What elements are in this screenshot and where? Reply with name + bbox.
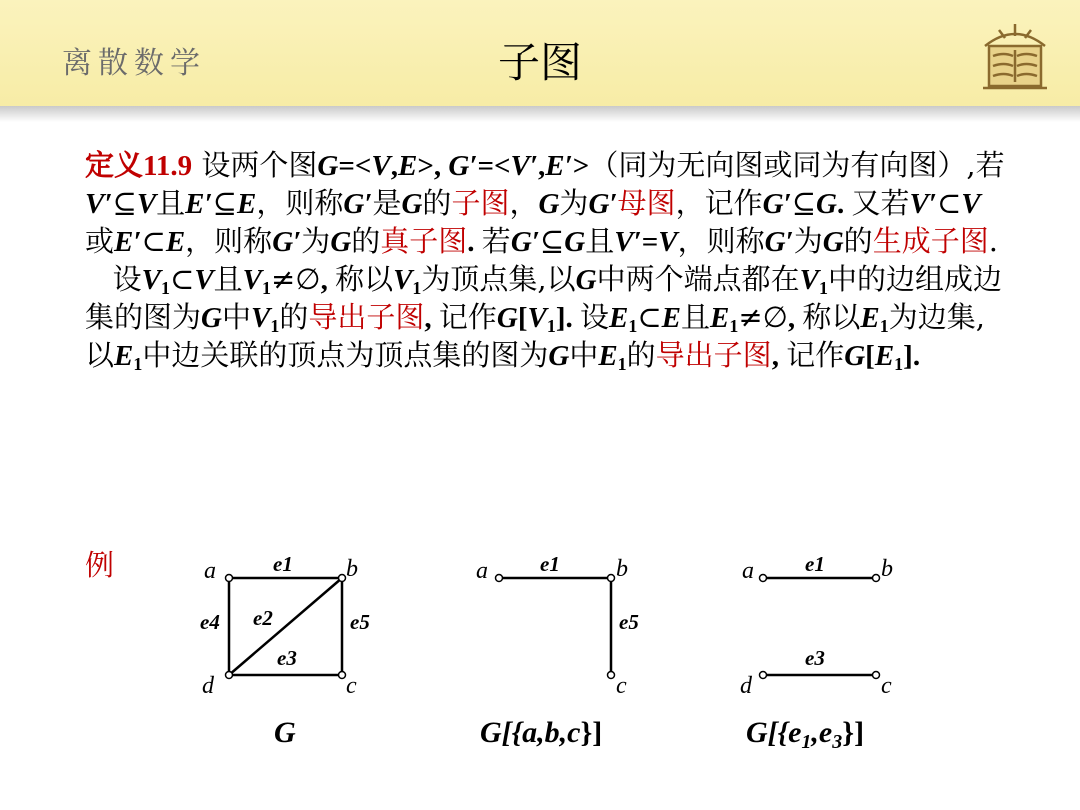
course-title: 离散数学 xyxy=(62,46,206,81)
vertex-a xyxy=(760,575,767,582)
vertex-a xyxy=(226,575,233,582)
caption-induced-edges: $G[\{e_1,e_3\}]$ xyxy=(746,716,865,753)
vertex-label-c: c xyxy=(616,673,627,699)
term-parent-graph: 母图 xyxy=(617,186,676,220)
vertex-label-b: b xyxy=(346,556,358,582)
edge-label-e3: e3 xyxy=(277,646,297,670)
vertex-label-b: b xyxy=(881,556,893,582)
edge-label-e5: e5 xyxy=(350,610,370,634)
vertex-label-c: c xyxy=(881,673,892,699)
vertex-b xyxy=(339,575,346,582)
vertex-label-d: d xyxy=(202,673,214,699)
graph-induced-vertices xyxy=(499,578,611,675)
vertex-label-a: a xyxy=(204,558,216,584)
term-proper-subgraph: 真子图 xyxy=(380,224,468,258)
header-divider xyxy=(0,106,1080,122)
vertex-label-a: a xyxy=(476,558,488,584)
definition-text xyxy=(85,147,1005,375)
vertex-b xyxy=(873,575,880,582)
example-label: 例 xyxy=(85,548,115,582)
vertex-label-a: a xyxy=(742,558,754,584)
vertex-label-d: d xyxy=(740,673,752,699)
edge-label-e1: e1 xyxy=(273,552,293,576)
example-graphs xyxy=(180,545,920,785)
term-induced-subgraph: 导出子图 xyxy=(308,300,425,334)
edge-label-e5: e5 xyxy=(619,610,639,634)
vertex-c xyxy=(608,672,615,679)
definition-label: 定义11.9 xyxy=(85,150,193,182)
vertex-a xyxy=(496,575,503,582)
vertex-label-c: c xyxy=(346,673,357,699)
edge-label-e2: e2 xyxy=(253,606,273,630)
vertex-b xyxy=(608,575,615,582)
caption-induced-vertices: G[{a,b,c}] xyxy=(480,716,603,749)
induced-subgraph-paragraph: 设$V_1\subset V$且$V_1\ne\emptyset$, 称以$V_1$为顶点集,以G中两个端点都在$V_1$中的边组成边集的图为G中$V_1$的导出子图, 记作$G[V_1]$. 设$E_1\subset E$且$E_1\ne\emptyset$, 称以$E_1$为边集,以$E_1$中边关联的顶点为顶点集的图为G中$E_1$的导出子图, 记作$G[E_1]$. xyxy=(85,262,1002,375)
vertex-c xyxy=(339,672,346,679)
vertex-label-b: b xyxy=(616,556,628,582)
university-emblem-icon xyxy=(975,16,1055,96)
edge-label-e4: e4 xyxy=(200,610,220,634)
definition-paragraph: 定义11.9 设两个图G=<V,E>, G′=<V′,E′>（同为无向图或同为有向图）,若V′⊆V且E′⊆E，则称G′是G的子图，G为G′母图，记作G′⊆G. 又若V′⊂V或E′⊂E，则称G′为G的真子图. 若G′⊆G且V′=V，则称G′为G的生成子图. xyxy=(85,148,1005,258)
slide-title: 子图 xyxy=(497,38,582,87)
edge-label-e3: e3 xyxy=(805,646,825,670)
term-subgraph: 子图 xyxy=(451,186,510,220)
term-spanning-subgraph: 生成子图 xyxy=(872,224,989,258)
vertex-c xyxy=(873,672,880,679)
vertex-d xyxy=(760,672,767,679)
edge-label-e1: e1 xyxy=(805,552,825,576)
vertex-d xyxy=(226,672,233,679)
term-edge-induced-subgraph: 导出子图 xyxy=(655,338,772,372)
edge-label-e1: e1 xyxy=(540,552,560,576)
caption-G: G xyxy=(274,716,296,749)
